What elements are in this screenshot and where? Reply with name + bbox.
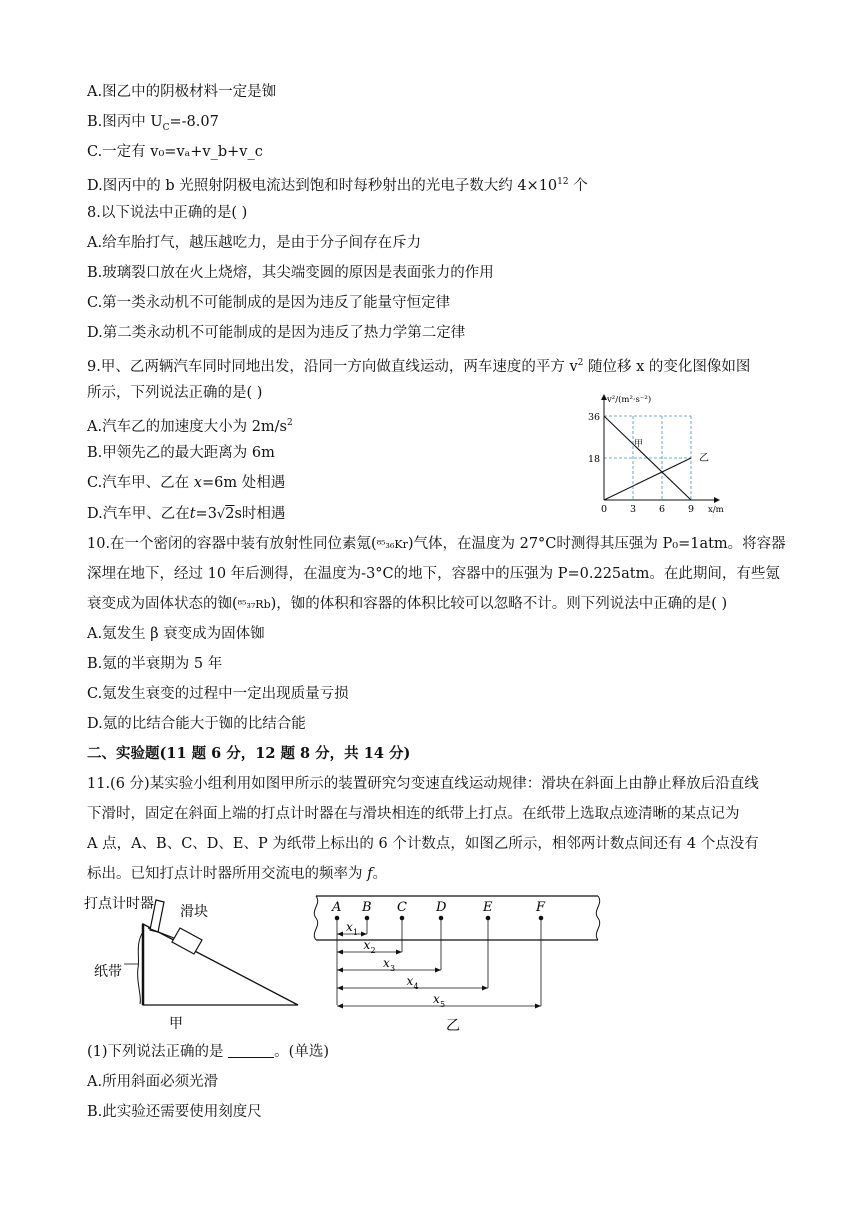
point-label-E: E <box>483 900 493 915</box>
caption-jia: 甲 <box>169 1016 183 1032</box>
figure-jia <box>80 888 310 1038</box>
q10-line3: 衰变成为固体状态的铷(⁸⁵₃₇Rb)，铷的体积和容器的体积比较可以忽略不计。则下列说法中正确的是( ) <box>87 596 728 612</box>
q11-line3: A 点，A、B、C、D、E、P 为纸带上标出的 6 个计数点，如图乙所示，相邻两计数点间还有 4 个点没有 <box>87 836 759 852</box>
x-tick-0: 0 <box>601 504 608 515</box>
measure-sub-x3: 3 <box>390 964 396 973</box>
point-label-A: A <box>332 900 342 915</box>
block-label: 滑块 <box>180 904 208 920</box>
point-label-D: D <box>436 900 447 915</box>
point-label-B: B <box>362 900 372 915</box>
measure-arrow-right-x1 <box>361 932 367 937</box>
measure-sub-x4: 4 <box>413 982 419 991</box>
section-heading: 二、实验题(11 题 6 分，12 题 8 分，共 14 分) <box>87 745 411 762</box>
series-line-yi <box>604 458 691 500</box>
measure-label-x4: x <box>406 974 414 988</box>
measure-arrow-right-x5 <box>535 1004 541 1009</box>
q11-line2: 下滑时，固定在斜面上端的打点计时器在与滑块相连的纸带上打点。在纸带上选取点迹清晰的某点记为 <box>87 806 740 822</box>
measure-arrow-left-x5 <box>337 1004 343 1009</box>
q10-line2: 深埋在地下，经过 10 年后测得，在温度为-3°C的地下，容器中的压强为 P=0.225atm。在此期间，有些氪 <box>87 566 780 582</box>
q7-option-b: B.图丙中 $U_C=-8.07$ <box>87 114 219 133</box>
measure-sub-x1: 1 <box>353 928 359 937</box>
q7-option-d: D.图丙中的 b 光照射阴极电流达到饱和时每秒射出的光电子数大约 $4\times 10^{12}$ 个 <box>87 177 588 194</box>
v2-x-chart <box>584 390 734 518</box>
measure-label-x2: x <box>363 938 371 952</box>
slider-block <box>172 928 202 954</box>
point-label-F: F <box>536 900 546 915</box>
incline <box>143 924 298 1005</box>
measure-arrow-left-x2 <box>337 950 343 955</box>
q11-sub1-option-b: B.此实验还需要使用刻度尺 <box>87 1104 262 1120</box>
q11-line4: 标出。已知打点计时器所用交流电的频率为 f。 <box>87 866 387 882</box>
y-axis-label: v²/(m²·s⁻²) <box>607 395 652 405</box>
q8-option-a: A.给车胎打气，越压越吃力，是由于分子间存在斥力 <box>87 235 422 251</box>
q10-option-c: C.氪发生衰变的过程中一定出现质量亏损 <box>87 686 349 702</box>
q11-line1: 11.(6 分)某实验小组利用如图甲所示的装置研究匀变速直线运动规律：滑块在斜面上由静止释放后沿直线 <box>87 776 759 792</box>
measure-label-x5: x <box>433 992 440 1006</box>
measure-arrow-left-x4 <box>337 986 343 991</box>
measure-label-x1: x <box>346 920 353 934</box>
q8-option-d: D.第二类永动机不可能制成的是因为违反了热力学第二定律 <box>87 325 466 341</box>
q7-option-c: C.一定有 v₀=vₐ+v_b+v_c <box>87 144 263 160</box>
x-tick-3: 3 <box>630 504 637 515</box>
measure-arrow-left-x1 <box>337 932 343 937</box>
answer-blank[interactable] <box>228 1043 274 1058</box>
q10-option-b: B.氪的半衰期为 5 年 <box>87 656 223 672</box>
q8-stem: 8.以下说法中正确的是( ) <box>87 205 248 221</box>
figure-yi <box>310 890 610 1038</box>
measure-sub-x2: 2 <box>370 946 376 955</box>
q9-stem-line2: 所示，下列说法正确的是( ) <box>87 385 263 401</box>
q10-option-d: D.氪的比结合能大于铷的比结合能 <box>87 716 306 732</box>
series-label-yi: 乙 <box>699 453 709 464</box>
q9-option-c: C.汽车甲、乙在 x=6m 处相遇 <box>87 475 286 491</box>
q9-option-a: A.汽车乙的加速度大小为 $2m/s^2$ <box>87 418 293 435</box>
q10-line1: 10.在一个密闭的容器中装有放射性同位素氪(⁸⁵₃₆Kr)气体，在温度为 27°C时测得其压强为 P₀=1atm。将容器 <box>87 536 786 552</box>
tape-label: 纸带 <box>94 964 122 980</box>
series-line-jia <box>604 416 691 500</box>
q11-sub1-option-a: A.所用斜面必须光滑 <box>87 1074 219 1090</box>
measure-sub-x5: 5 <box>440 1000 446 1009</box>
series-label-jia: 甲 <box>633 439 643 450</box>
x-axis-label: x/m <box>708 505 724 515</box>
q8-option-c: C.第一类永动机不可能制成的是因为违反了能量守恒定律 <box>87 295 451 311</box>
q9-option-b: B.甲领先乙的最大距离为 6m <box>87 445 275 461</box>
measure-arrow-right-x3 <box>435 968 441 973</box>
measure-label-x3: x <box>383 956 390 970</box>
measure-arrow-right-x4 <box>482 986 488 991</box>
caption-yi: 乙 <box>446 1018 460 1034</box>
y-tick-18: 18 <box>588 454 601 465</box>
q10-option-a: A.氪发生 β 衰变成为固体铷 <box>87 626 265 642</box>
q8-option-b: B.玻璃裂口放在火上烧熔，其尖端变圆的原因是表面张力的作用 <box>87 265 494 281</box>
q9-stem-line1: 9.甲、乙两辆汽车同时同地出发，沿同一方向做直线运动，两车速度的平方 $v^2$ 随位移 x 的变化图像如图 <box>87 358 751 375</box>
timer-label: 打点计时器 <box>84 896 154 912</box>
x-axis-arrow <box>714 497 720 503</box>
q11-sub1: (1)下列说法正确的是 。(单选) <box>87 1044 329 1060</box>
point-label-C: C <box>397 900 407 915</box>
q9-option-d: D.汽车甲、乙在t=3√2s时相遇 <box>87 506 286 522</box>
x-tick-9: 9 <box>688 504 695 515</box>
measure-arrow-right-x2 <box>396 950 402 955</box>
q7-option-a: A.图乙中的阴极材料一定是铷 <box>87 84 277 100</box>
x-tick-6: 6 <box>659 504 666 515</box>
y-tick-36: 36 <box>588 412 601 423</box>
measure-arrow-left-x3 <box>337 968 343 973</box>
